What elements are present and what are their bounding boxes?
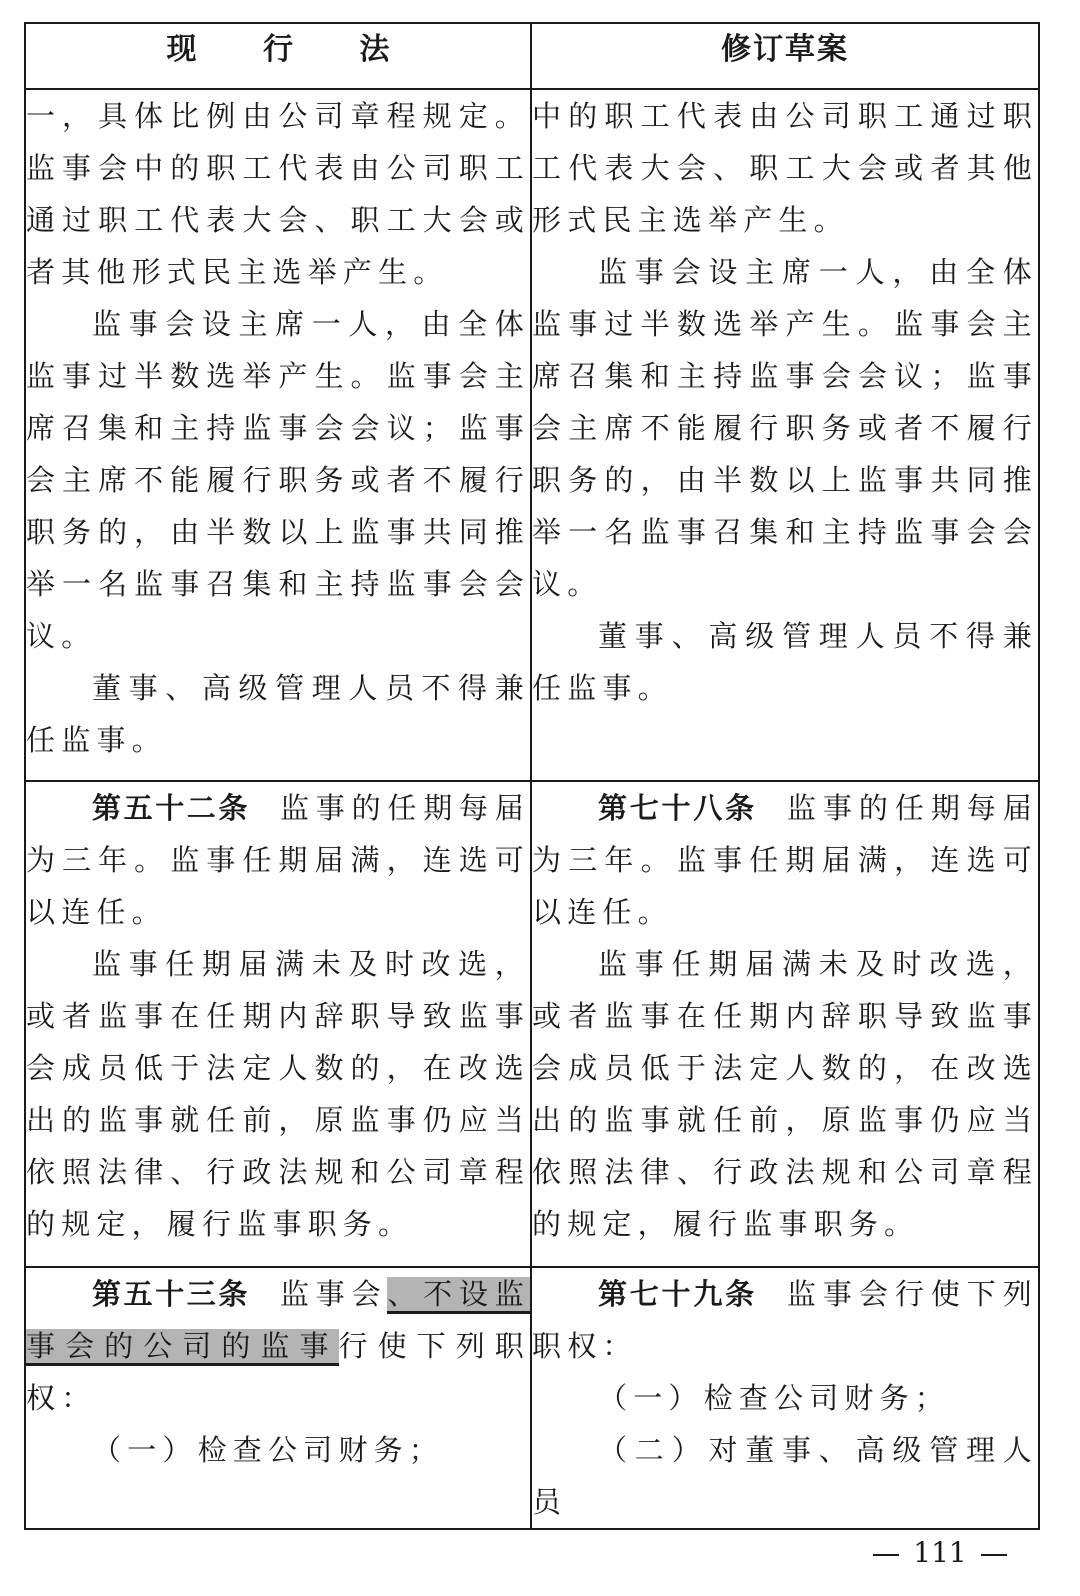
paragraph: （一）检查公司财务；	[598, 1381, 951, 1415]
comparison-table	[24, 22, 1040, 1530]
paragraph: 监事会设主席一人，由全体监事过半数选举产生。监事会主席召集和主持监事会会议；监事会主席不能履行职务或者不履行职务的，由半数以上监事共同推举一名监事召集和主持监事会会议。	[26, 307, 530, 653]
article-number: 第七十八条	[598, 791, 757, 825]
paragraph: 董事、高级管理人员不得兼任监事。	[26, 671, 530, 757]
paragraph: 董事、高级管理人员不得兼任监事。	[532, 619, 1038, 705]
article-number: 第五十三条	[92, 1277, 250, 1311]
table-row	[25, 781, 1039, 1267]
paragraph: （二）对董事、高级管理人员	[532, 1433, 1038, 1519]
paragraph: 监事会设主席一人，由全体监事过半数选举产生。监事会主席召集和主持监事会会议；监事会主席不能履行职务或者不履行职务的，由半数以上监事共同推举一名监事召集和主持监事会会议。	[532, 255, 1038, 601]
cell-revised-draft	[531, 1267, 1039, 1529]
dash-left	[873, 1554, 899, 1556]
cell-current-law	[25, 1267, 531, 1529]
cell-current-law	[25, 781, 531, 1267]
highlighted-deletion: 、不设监事会的公司的监事	[26, 1277, 530, 1366]
table-header-row	[25, 23, 1039, 89]
paragraph: 监事任期届满未及时改选，或者监事在任期内辞职导致监事会成员低于法定人数的，在改选出的监事就任前，原监事仍应当依照法律、行政法规和公司章程的规定，履行监事职务。	[532, 947, 1038, 1241]
paragraph: 第五十二条 监事的任期每届为三年。监事任期届满，连选可以连任。	[26, 791, 530, 929]
cell-revised-draft	[531, 89, 1039, 781]
paragraph: 第七十九条 监事会行使下列职权：	[532, 1277, 1038, 1363]
paragraph: （一）检查公司财务；	[92, 1433, 445, 1467]
paragraph: 第七十八条 监事的任期每届为三年。监事任期届满，连选可以连任。	[532, 791, 1038, 929]
cell-revised-draft	[531, 781, 1039, 1267]
paragraph: 中的职工代表由公司职工通过职工代表大会、职工大会或者其他形式民主选举产生。	[532, 99, 1038, 237]
dash-right	[981, 1554, 1007, 1556]
article-number: 第七十九条	[598, 1277, 757, 1311]
table-row	[25, 1267, 1039, 1529]
page-number: 111	[840, 1536, 1040, 1569]
paragraph: 第五十三条 监事会、不设监事会的公司的监事行使下列职权：	[26, 1277, 530, 1415]
cell-current-law	[25, 89, 531, 781]
paragraph: 一，具体比例由公司章程规定。监事会中的职工代表由公司职工通过职工代表大会、职工大会或者其他形式民主选举产生。	[26, 99, 530, 289]
article-number: 第五十二条	[92, 791, 250, 825]
header-revised-draft: 修订草案	[531, 23, 1039, 89]
paragraph: 监事任期届满未及时改选，或者监事在任期内辞职导致监事会成员低于法定人数的，在改选出的监事就任前，原监事仍应当依照法律、行政法规和公司章程的规定，履行监事职务。	[26, 947, 530, 1241]
header-current-law: 现 行 法	[25, 23, 531, 89]
table-row	[25, 89, 1039, 781]
